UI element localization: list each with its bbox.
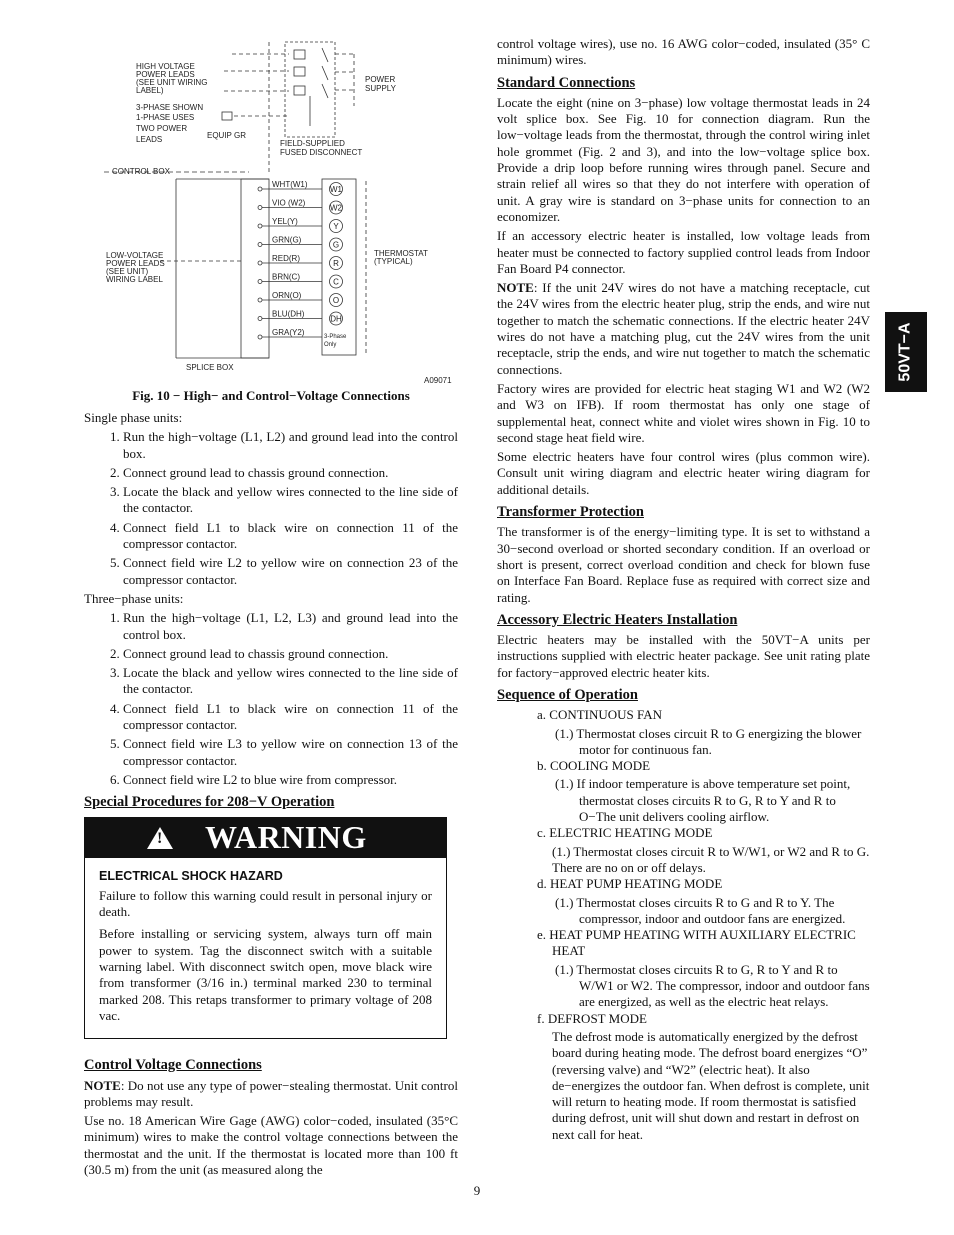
wire-row [258, 236, 322, 247]
warning-header [85, 818, 446, 858]
three-phase-intro: Three−phase units: [84, 590, 184, 606]
wire-label: BLU(DH) [272, 309, 305, 319]
control-voltage-paragraph: Use no. 18 American Wire Gage (AWG) color−coded, insulated (35°C minimum) wires to make the control voltage connections between the thermostat and the unit. If the thermostat is located more than 100 ft (30.5 m) from the unit (as measured along the [84, 1113, 458, 1177]
list-item: 2. Connect ground lead to chassis ground connection. [123, 646, 458, 662]
wiring-diagram [84, 36, 458, 386]
splice-box-label: SPLICE BOX [186, 363, 234, 372]
splice-terminal [258, 298, 262, 302]
hv-leads-label-3: (SEE UNIT WIRING [136, 78, 208, 87]
wire-label: GRA(Y2) [272, 328, 305, 337]
lv-leads-label-4: WIRING LABEL [106, 275, 163, 284]
sequence-sub-f1: The defrost mode is automatically energized by the defrost board during heating mode. The defrost board energizes “O” (reversing valve) and “W2” (electric heat). It also de−energizes the outdoor fan. When defrost is complete, unit will return to heating mode. If room thermostat is satisfied during defrost, unit will shut down and restart in defrost on next call for heat. [552, 1028, 870, 1142]
figure-caption: Fig. 10 − High− and Control−Voltage Connections [132, 388, 410, 403]
wire-label: GRN(G) [272, 235, 302, 245]
wire-label: YEL(Y) [272, 217, 298, 226]
power-supply-label-2: SUPPLY [365, 84, 396, 93]
warning-box [84, 817, 447, 1040]
control-box-label: CONTROL BOX [112, 167, 170, 176]
single-phase-steps [84, 429, 458, 588]
splice-terminal [258, 317, 262, 321]
splice-terminal [258, 224, 262, 228]
control-voltage-heading: Control Voltage Connections [84, 1057, 262, 1074]
terminal-label: C [333, 277, 339, 287]
sequence-sub-d1: (1.) Thermostat closes circuits R to G and R to Y. The compressor, indoor and outdoor fans are energized. [555, 894, 846, 926]
list-item: 2. Connect ground lead to chassis ground connection. [123, 465, 458, 481]
note-label: NOTE [497, 280, 534, 296]
splice-terminal [258, 206, 262, 210]
three-phase-label-2: 1-PHASE USES [136, 113, 195, 122]
wire-rows [258, 180, 322, 339]
transformer-paragraph: The transformer is of the energy−limiting type. It is set to withstand a 30−second overload or shorted secondary condition. If an overload or short is present, correct overload condition and check for blown fuse on Interface Fan Board. Replace fuse as required with correct size and rating. [497, 524, 870, 605]
transformer-protection-heading: Transformer Protection [497, 504, 644, 521]
hv-leads-label-4: LABEL) [136, 86, 164, 95]
three-phase-label-3: TWO POWER [136, 124, 188, 133]
list-item: 5. Connect field wire L2 to yellow wire on connection 23 of the compressor contactor. [123, 555, 458, 588]
figure-id-label: A09071 [424, 376, 452, 385]
three-phase-only-label-2: Only [324, 342, 337, 348]
electric-heaters-heading: Accessory Electric Heaters Installation [497, 611, 738, 628]
list-item: 4. Connect field L1 to black wire on connection 11 of the compressor contactor. [123, 701, 458, 734]
note-label: NOTE [84, 1077, 121, 1093]
sequence-sub-b1: (1.) If indoor temperature is above temperature set point, thermostat closes circuits R to G, R to Y and R to O−The unit delivers cooling airflow. [555, 776, 851, 825]
list-item: 4. Connect field L1 to black wire on connection 11 of the compressor contactor. [123, 520, 458, 553]
thermostat-terminals [330, 183, 343, 326]
sequence-sub-a1: (1.) Thermostat closes circuit R to G energizing the blower motor for continuous fan. [555, 725, 862, 757]
equip-gr-label: EQUIP GR [207, 131, 246, 140]
page-number: 9 [473, 1183, 481, 1198]
terminal-label: G [332, 240, 340, 250]
warning-text-2: Before installing or servicing system, always turn off main power to system. Tag the disconnect switch with a suitable warning label. With disconnect switch open, move black wire from transformer (3/16 in.) terminal marked 230 to terminal marked 208. This retaps transformer to primary voltage of 208 vac. [99, 926, 432, 1023]
right-column [497, 36, 870, 1143]
sequence-heading: Sequence of Operation [497, 686, 638, 703]
wire-row [258, 328, 322, 339]
side-tab [885, 312, 927, 392]
electric-heaters-paragraph: Electric heaters may be installed with the 50VT−A units per instructions supplied with electric heater package. See unit rating plate for factory−approved electric heater kits. [497, 632, 870, 680]
terminal-label: W1 [330, 185, 342, 194]
sequence-item-c: c. ELECTRIC HEATING MODE [537, 825, 713, 841]
note-text: : If the unit 24V wires do not have a matching receptacle, cut the 24V wires from the electric heater plug, strip the ends, and wire nut together to match the schematic connections. If the electric heater 24V wires do not have a matching plug, cut the 24V wires from the unit receptacle, strip the ends, and wire nut together to match the schematic connections. [497, 280, 870, 377]
sequence-sub-c1: (1.) Thermostat closes circuit R to W/W1, or W2 and R to G. There are no on or off delays. [552, 843, 870, 875]
note-text: : Do not use any type of power−stealing thermostat. Unit control problems may result. [84, 1077, 458, 1109]
list-item: 5. Connect field wire L3 to yellow wire on connection 13 of the compressor contactor. [123, 736, 458, 769]
wire-row [258, 254, 322, 265]
sequence-item-a: a. CONTINUOUS FAN [537, 707, 663, 723]
std-paragraph-4: Some electric heaters have four control wires (plus common wire). Consult unit wiring diagram and electric heater wiring diagram for additional details. [497, 449, 870, 497]
thermostat-label-1: THERMOSTAT [374, 249, 428, 258]
wire-row [258, 180, 322, 191]
list-item: 1. Run the high−voltage (L1, L2) and ground lead into the control box. [123, 429, 458, 462]
sequence-sub-e1: (1.) Thermostat closes circuits R to G, R to Y and R to W/W1 or W2. The compressor, indoor and outdoor fans are energized, as well as the electric heat relays. [555, 961, 870, 1010]
hv-leads-label-2: POWER LEADS [136, 70, 195, 79]
list-item: 3. Locate the black and yellow wires connected to the line side of the contactor. [123, 665, 458, 698]
terminal-label: O [332, 296, 340, 305]
left-column [84, 410, 458, 1181]
warning-word: WARNING [205, 819, 367, 856]
lv-leads-label-1: LOW-VOLTAGE [106, 251, 164, 260]
list-item: 3. Locate the black and yellow wires connected to the line side of the contactor. [123, 484, 458, 517]
wire-label: VIO (W2) [272, 198, 306, 208]
special-procedures-heading: Special Procedures for 208−V Operation [84, 794, 335, 811]
std-paragraph-3: Factory wires are provided for electric heat staging W1 and W2 (W2 and W3 on IFB). If room thermostat has only one stage of supplemental heat, connect white and violet wires shown in Fig. 10 to second stage heat field wire. [497, 380, 870, 445]
lv-leads-label-3: (SEE UNIT) [106, 267, 149, 276]
list-item: 1. Run the high−voltage (L1, L2, L3) and ground lead into the control box. [123, 610, 458, 643]
three-phase-steps [84, 610, 458, 788]
std-paragraph-1: Locate the eight (nine on 3−phase) low voltage thermostat leads in 24 volt splice box. See Fig. 10 for connection diagram. Run the low−voltage leads from the thermostat, through the control wiring inlet hole grommet (Fig. 2 and 3), and into the low−voltage splice box. Provide a drip loop before running wires through panel. Secure and strain relief all wires so that they do not interfere with operation of unit. A gray wire is standard on 3−phase units for connection to an economizer. [497, 94, 870, 224]
wire-label: RED(R) [272, 254, 300, 263]
single-phase-intro: Single phase units: [84, 410, 183, 425]
wire-row [258, 273, 322, 284]
standard-connections-heading: Standard Connections [497, 74, 636, 91]
sequence-item-b: b. COOLING MODE [537, 758, 651, 774]
splice-terminal [258, 261, 262, 265]
wire-label: ORN(O) [272, 291, 302, 300]
lv-leads-label-2: POWER LEADS [106, 259, 165, 268]
wire-row [258, 291, 322, 302]
three-phase-label-1: 3-PHASE SHOWN [136, 103, 204, 112]
sequence-item-f: f. DEFROST MODE [537, 1010, 647, 1026]
wire-label: WHT(W1) [272, 180, 308, 189]
terminal-label: Y [333, 222, 339, 231]
side-tab-label: 50VT−A [897, 322, 915, 382]
sequence-item-e: e. HEAT PUMP HEATING WITH AUXILIARY ELECTRIC HEAT [537, 927, 856, 959]
terminal-label: R [333, 259, 339, 268]
splice-terminal [258, 280, 262, 284]
power-supply-label-1: POWER [365, 75, 396, 84]
wire-row [258, 310, 322, 321]
std-paragraph-2: If an accessory electric heater is installed, low voltage leads from heater must be connected to factory supplied control leads from Indoor Fan Board P4 connector. [497, 228, 870, 276]
control-voltage-note [84, 1078, 458, 1111]
hazard-title: ELECTRICAL SHOCK HAZARD [99, 868, 283, 883]
wire-row [258, 217, 322, 228]
splice-terminal [258, 335, 262, 339]
hv-leads-label-1: HIGH VOLTAGE [136, 62, 195, 71]
wire-label: BRN(C) [272, 272, 300, 282]
wire-row [258, 199, 322, 210]
disconnect-label-1: FIELD-SUPPLIED [280, 139, 345, 148]
terminal-label: DH [330, 314, 342, 324]
three-phase-only-label-1: 3-Phase [324, 334, 347, 340]
splice-terminal [258, 243, 262, 247]
continued-paragraph: control voltage wires), use no. 16 AWG color−coded, insulated (35° C minimum) wires. [497, 36, 870, 68]
wiring-diagram-svg [84, 36, 458, 386]
sequence-list [537, 707, 870, 1143]
disconnect-label-2: FUSED DISCONNECT [280, 148, 363, 157]
warning-triangle-icon: ! [147, 827, 173, 849]
thermostat-label-2: (TYPICAL) [374, 257, 413, 266]
std-note [497, 280, 870, 378]
warning-text-1: Failure to follow this warning could result in personal injury or death. [99, 887, 432, 920]
list-item: 6. Connect field wire L2 to blue wire from compressor. [123, 772, 458, 788]
sequence-item-d: d. HEAT PUMP HEATING MODE [537, 876, 723, 892]
warning-body [85, 858, 446, 1039]
terminal-label: W2 [330, 203, 342, 213]
three-phase-label-4: LEADS [136, 135, 163, 144]
splice-terminal [258, 187, 262, 191]
